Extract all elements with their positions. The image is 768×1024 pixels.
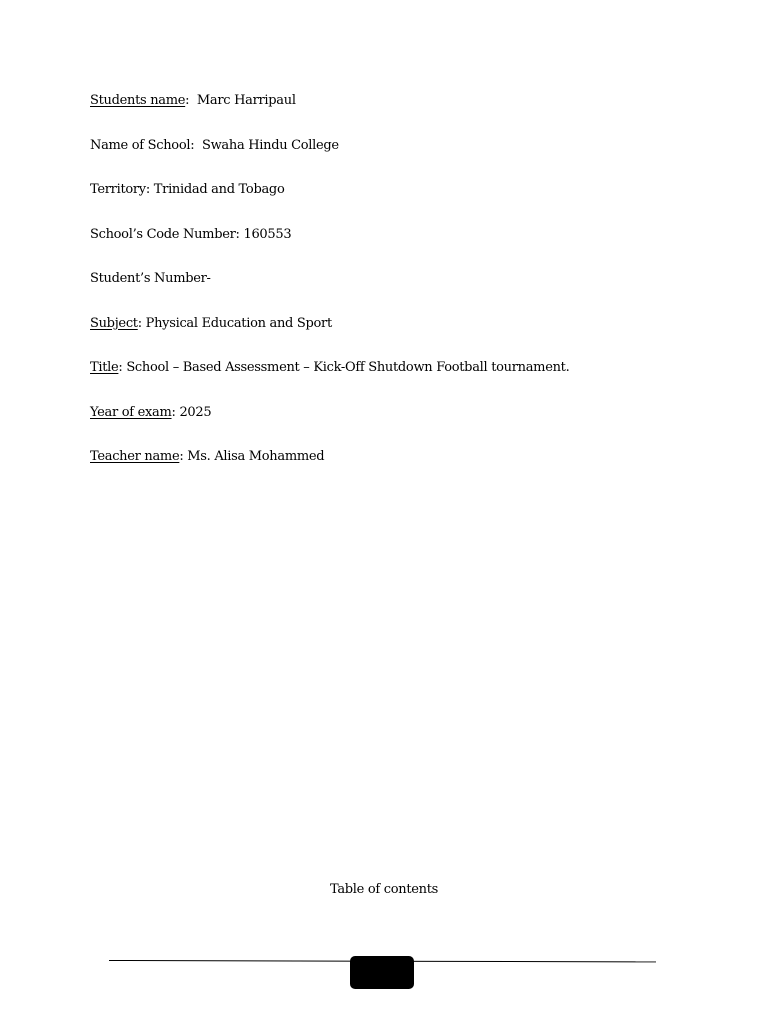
year-of-exam-label: Year of exam [90, 405, 172, 420]
page-number-box [350, 956, 414, 989]
teacher-name-value: Ms. Alisa Mohammed [187, 449, 325, 464]
subject-line [90, 316, 332, 332]
territory-line [90, 182, 284, 198]
territory-label: Territory: [90, 182, 150, 197]
title-line [90, 360, 569, 376]
subject-value: Physical Education and Sport [145, 316, 332, 331]
school-name-value: Swaha Hindu College [201, 138, 339, 153]
territory-value: Trinidad and Tobago [153, 182, 285, 197]
school-name-line [90, 138, 339, 154]
student-number-line [90, 271, 211, 287]
year-of-exam-separator: : [171, 405, 180, 420]
year-of-exam-value: 2025 [179, 405, 212, 420]
student-name-separator: : [185, 93, 197, 108]
title-label: Title [90, 360, 119, 375]
student-number-label: Student’s Number- [90, 271, 211, 286]
subject-label: Subject [90, 316, 138, 331]
school-name-label: Name of School: [90, 138, 195, 153]
table-of-contents-heading: Table of contents [329, 882, 439, 897]
student-name-label: Students name [90, 93, 186, 108]
teacher-name-separator: : [179, 449, 188, 464]
school-code-line [90, 227, 291, 243]
subject-separator: : [137, 316, 146, 331]
title-separator: : [118, 360, 127, 375]
teacher-name-line [90, 449, 324, 465]
school-code-value: 160553 [243, 227, 292, 242]
student-name-value: Marc Harripaul [196, 93, 296, 108]
school-name-separator [194, 138, 202, 153]
year-of-exam-line [90, 405, 211, 421]
school-code-label: School’s Code Number: [90, 227, 240, 242]
student-name-line [90, 93, 296, 109]
teacher-name-label: Teacher name [90, 449, 180, 464]
title-value: School – Based Assessment – Kick-Off Shutdown Football tournament. [126, 360, 570, 375]
